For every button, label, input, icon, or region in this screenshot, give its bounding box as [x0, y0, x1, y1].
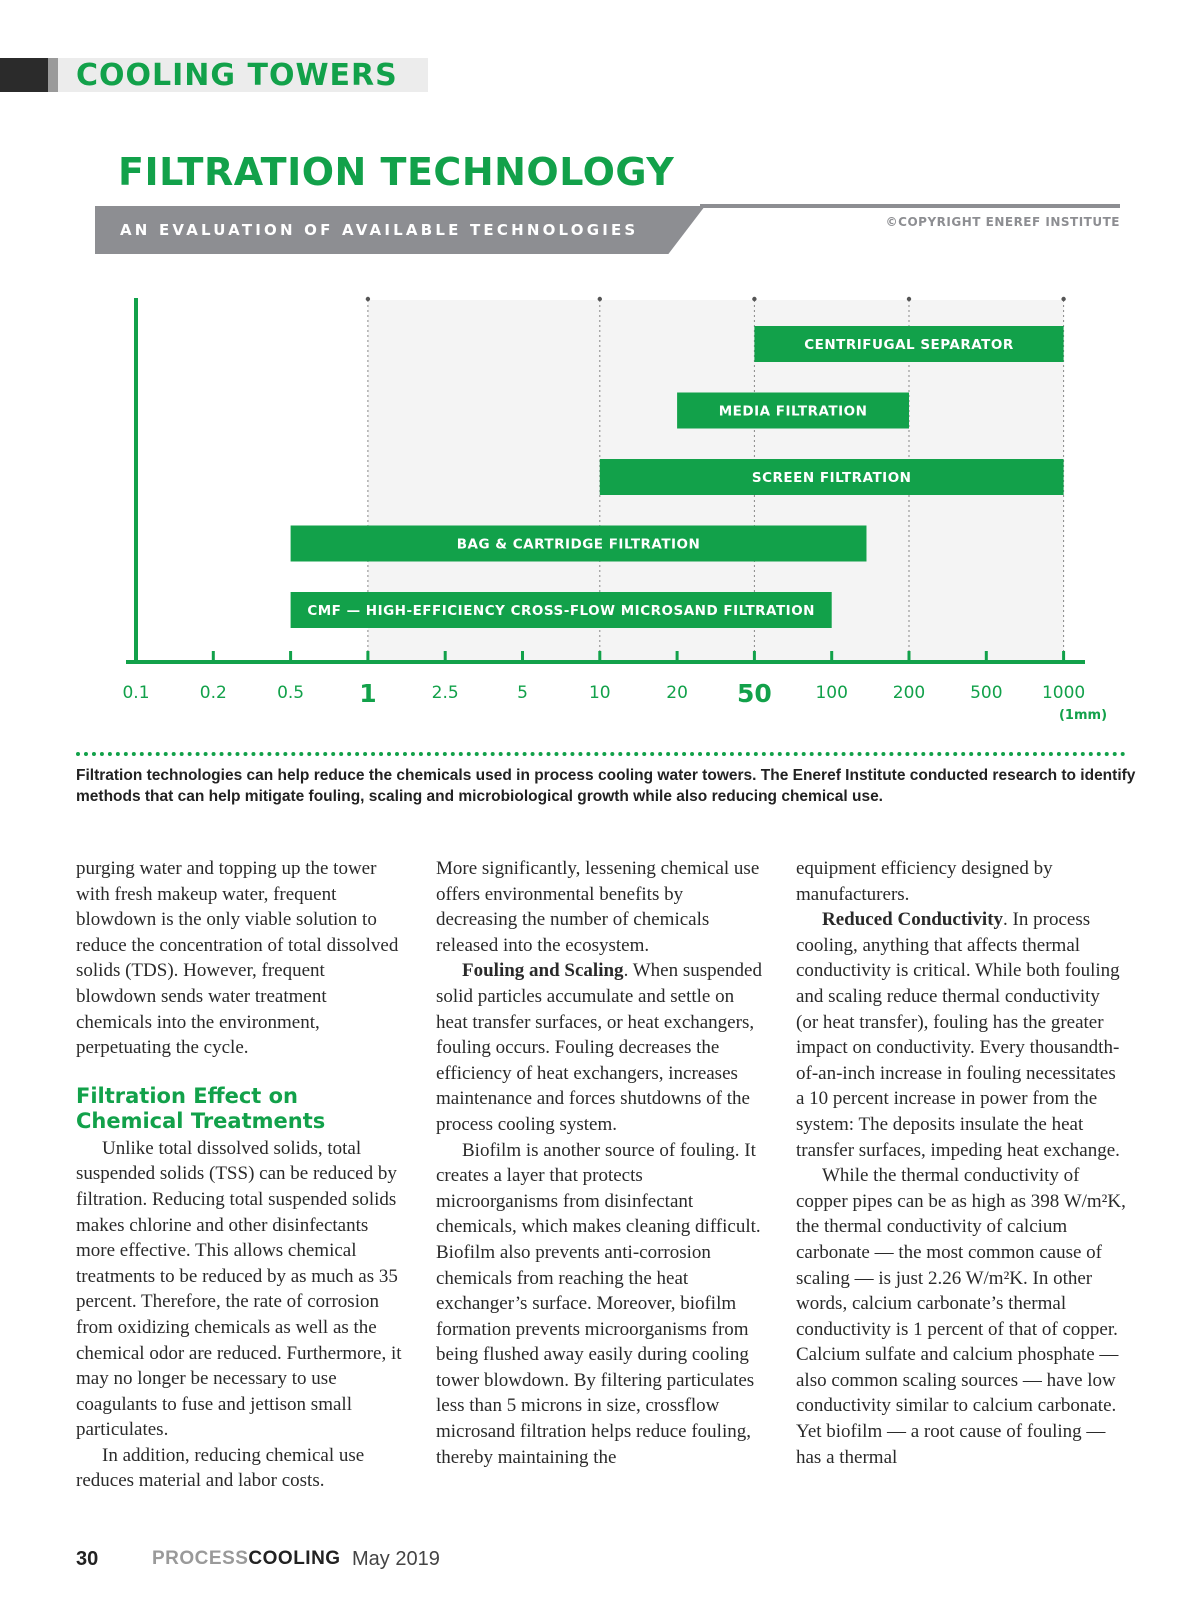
col2-paragraph-2-text: . When suspended solid particles accumulate and settle on heat transfer surfaces, or heat exchangers, fouling occurs. Fouling decreases the efficiency of heat exchangers, increases maintenance and forces shutdowns of the process cooling system. — [436, 960, 762, 1135]
guide-dot-200 — [907, 297, 911, 301]
section-bar-gray — [48, 58, 58, 92]
col3-paragraph-2 — [796, 907, 1126, 1163]
guide-dot-1 — [366, 297, 370, 301]
article-column-1 — [76, 856, 406, 1494]
col2-paragraph-3: Biofilm is another source of fouling. It creates a layer that protects microorganisms from disinfectant chemicals, which makes cleaning difficult. Biofilm also prevents anti-corrosion chemicals from reaching the heat exchanger’s surface. Moreover, biofilm formation prevents microorganisms from being flushed away easily during cooling tower blowdown. By filtering particulates less than 5 microns in size, crossflow microsand filtration helps reduce fouling, thereby maintaining the — [436, 1139, 761, 1468]
article-column-2 — [436, 856, 766, 1470]
figure-subtitle: AN EVALUATION OF AVAILABLE TECHNOLOGIES — [120, 221, 639, 239]
col2-paragraph-2 — [436, 958, 766, 1137]
guide-dot-50 — [752, 297, 756, 301]
tick-label-1000: 1000 — [1041, 683, 1086, 703]
caption-dotted-rule — [76, 752, 1126, 756]
section-title: COOLING TOWERS — [76, 58, 398, 93]
tick-label-50: 50 — [737, 679, 772, 708]
tick-label-500: 500 — [970, 683, 1003, 703]
tick-label-10: 10 — [588, 683, 611, 703]
article-column-3 — [796, 856, 1126, 1470]
tick-label-1: 1 — [359, 679, 377, 708]
col2-paragraph-1: More significantly, lessening chemical use offers environmental benefits by decreasing the number of chemicals released into the ecosystem. — [436, 858, 760, 956]
figure-caption: Filtration technologies can help reduce the chemicals used in process cooling water towers. The Eneref Institute conducted research to identify methods that can help mitigate fouling, scaling and microbiological growth while also reducing chemical use. — [76, 767, 1136, 805]
section-heading: Filtration Effect on Chemical Treatments — [76, 1083, 326, 1133]
brand-cooling: COOLING — [248, 1548, 341, 1569]
col3-paragraph-3: While the thermal conductivity of copper pipes can be as high as 398 W/m²K, the thermal conductivity of calcium carbonate — the most common cause of scaling — is just 2.26 W/m²K. In other words, calcium carbonate’s thermal conductivity is 1 percent of that of copper. Calcium sulfate and calcium phosphate — also common scaling sources — have low conductivity similar to calcium carbonate. Yet biofilm — a root cause of fouling — has a thermal — [796, 1165, 1126, 1468]
figure-title: FILTRATION TECHNOLOGY — [118, 150, 675, 194]
tick-label-100: 100 — [815, 683, 848, 703]
tick-label-2.5: 2.5 — [431, 683, 459, 703]
run-in-heading-conductivity: Reduced Conductivity — [822, 909, 1004, 931]
figure-top-rule — [700, 204, 1120, 208]
tick-label-20: 20 — [666, 683, 688, 703]
page-number: 30 — [76, 1548, 99, 1570]
run-in-heading-fouling: Fouling and Scaling — [462, 960, 624, 982]
col1-paragraph-3: In addition, reducing chemical use reduces material and labor costs. — [76, 1444, 365, 1492]
tick-label-200: 200 — [892, 683, 926, 703]
bar-label-2: SCREEN FILTRATION — [751, 470, 912, 486]
filtration-chart — [0, 290, 1200, 740]
figure-copyright: ©COPYRIGHT ENEREF INSTITUTE — [885, 215, 1120, 229]
tick-label-0.1: 0.1 — [122, 683, 150, 703]
col3-paragraph-2-text: . In process cooling, anything that affects thermal conductivity is critical. While both fouling and scaling reduce thermal conductivity (or heat transfer), fouling has the greater impact on conductivity. Every thousandth-of-an-inch increase in fouling necessitates a 10 percent increase in power from the system: The deposits insulate the heat transfer surfaces, impeding heat exchange. — [796, 909, 1120, 1161]
tick-label-0.2: 0.2 — [199, 683, 227, 703]
bar-label-1: MEDIA FILTRATION — [718, 403, 868, 420]
guide-dot-10 — [598, 297, 602, 301]
tick-label-0.5: 0.5 — [277, 683, 305, 703]
publication-brand — [152, 1548, 341, 1570]
issue-date: May 2019 — [352, 1548, 440, 1570]
tick-label-5: 5 — [517, 683, 528, 703]
x-unit-note: (1mm) — [1058, 708, 1108, 723]
brand-process: PROCESS — [152, 1548, 249, 1569]
bar-label-3: BAG & CARTRIDGE FILTRATION — [456, 536, 701, 553]
guide-dot-1000 — [1061, 297, 1065, 301]
bar-label-4: CMF — HIGH-EFFICIENCY CROSS-FLOW MICROSAND FILTRATION — [307, 603, 815, 619]
col3-paragraph-1: equipment efficiency designed by manufacturers. — [796, 858, 1053, 905]
col1-paragraph-1: purging water and topping up the tower with fresh makeup water, frequent blowdown is the only viable solution to reduce the concentration of total dissolved solids (TDS). However, frequent blowdown sends water treatment chemicals into the environment, perpetuating the cycle. — [76, 858, 399, 1059]
section-bar-dark — [0, 58, 48, 92]
col1-paragraph-2: Unlike total dissolved solids, total suspended solids (TSS) can be reduced by filtration. Reducing total suspended solids makes chlorine and other disinfectants more effective. This allows chemical treatments to be reduced by as much as 35 percent. Therefore, the rate of corrosion from oxidizing chemicals as well as the chemical odor are reduced. Furthermore, it may no longer be necessary to use coagulants to fuse and jettison small particulates. — [76, 1137, 402, 1441]
bar-label-0: CENTRIFUGAL SEPARATOR — [804, 337, 1014, 353]
